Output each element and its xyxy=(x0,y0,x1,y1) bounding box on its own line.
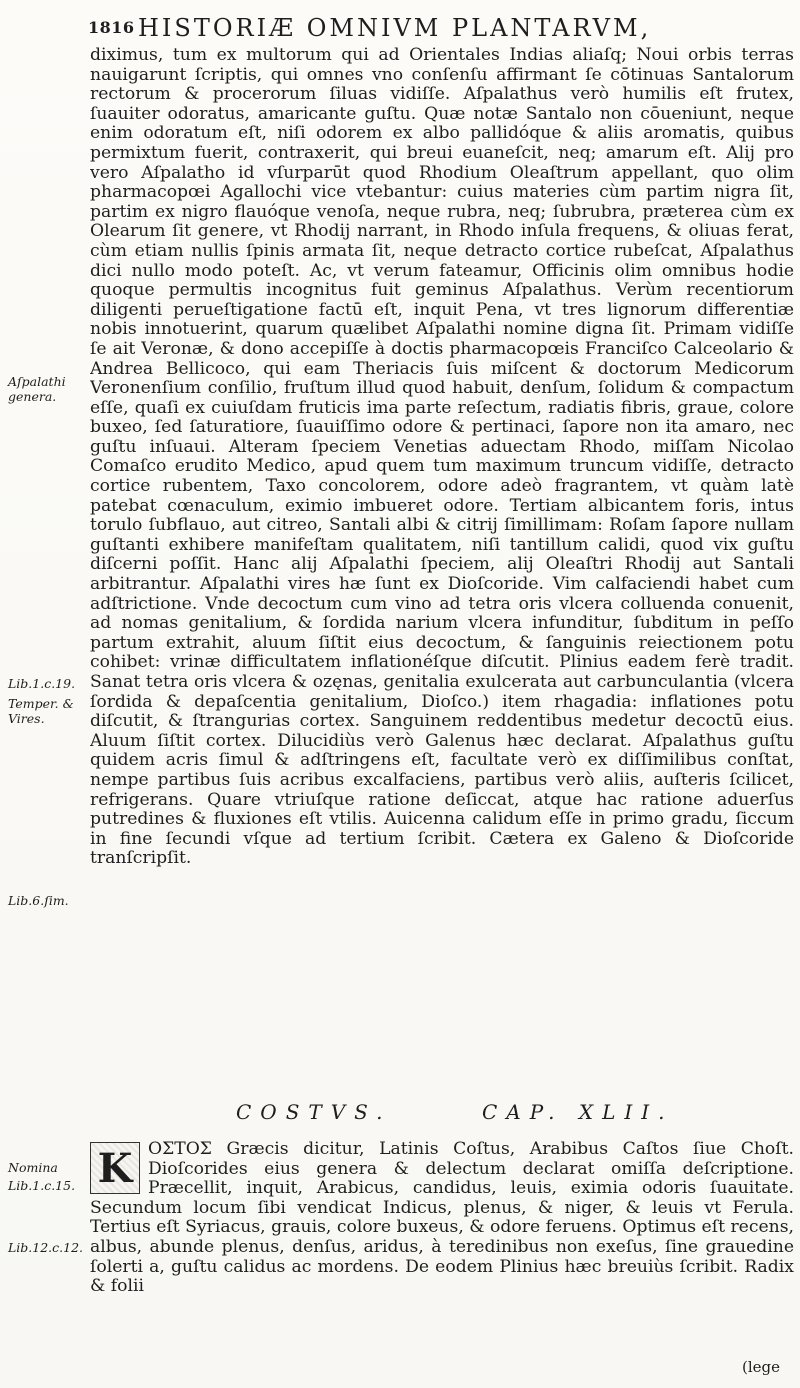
decorated-initial xyxy=(90,1142,140,1194)
margin-note-lib-1-c-15: Lib.1.c.15. xyxy=(8,1178,76,1193)
initial-letter: K xyxy=(97,1144,133,1192)
costus-section xyxy=(90,1140,794,1360)
margin-note-temper-vires: Temper. & Vires. xyxy=(8,696,74,726)
body-text-costus: ΟΣΤΟΣ Græcis dicitur, Latinis Coſtus, Arabibus Caſtos ſiue Choſt. Dioſcorides eius genera & delectum declarat omiſſa deſcriptione. Præcellit, inquit, Arabicus, candidus, leuis, eximia odoris ſuauitate. Secundum locum ſibi vendicat Indicus, plenus, & niger, & leuis vt Ferula. Tertius eſt Syriacus, grauis, colore buxeus, & odore feruens. Optimus eſt recens, albus, abunde plenus, denſus, aridus, à teredinibus non exeſus, ſine grauedine ſolerti a, guſtu calidus ac mordens. De eodem Plinius hæc breuiùs ſcribit. Radix & folii xyxy=(90,1139,794,1297)
catchword: (lege xyxy=(742,1358,781,1376)
chapter-name: COSTVS. xyxy=(236,1100,392,1124)
margin-note-lib-6-sim: Lib.6.ſim. xyxy=(8,893,69,908)
margin-note-lib-1-c-19: Lib.1.c.19. xyxy=(8,676,76,691)
body-text-aspalathus: diximus, tum ex multorum qui ad Orientales Indias aliaſq; Noui orbis terras nauigarunt ſcriptis, qui omnes vno conſenſu affirmant ſe cōtinuas Santalorum rectorum & procerorum ſiluas vidiſſe. Aſpalathus verò humilis eſt frutex, ſuauiter odoratus, amaricante guſtu. Quæ notæ Santalo non cōueniunt, neque enim odoratum eſt, niſi odorem ex albo pallidóque & aliis aromatis, quibus permixtum fuerit, contraxerit, qui breui euaneſcit, neq; amarum eſt. Alij pro vero Aſpalatho id vſurparūt quod Rhodium Oleaſtrum appellant, quo olim pharmacopœi Agallochi vice vtebantur: cuius materies cùm partim nigra ſit, partim ex nigro flauóque venoſa, neque rubra, neq; ſubrubra, præterea cùm ex Olearum ſit genere, vt Rhodij narrant, in Rhodo inſula frequens, & oliuas ferat, cùm etiam nullis ſpinis armata ſit, neque detracto cortice rubeſcat, Aſpalathus dici nullo modo poteſt. Ac, vt verum fateamur, Officinis olim omnibus hodie quoque permultis incognitus fuit geminus Aſpalathus. Verùm recentiorum diligenti perueſtigatione factū eſt, inquit Pena, vt tres lignorum differentiæ nobis innotuerint, quarum quælibet Aſpalathi nomine digna ſit. Primam vidiſſe ſe ait Veronæ, & dono accepiſſe à doctis pharmacopœis Franciſco Calceolario & Andrea Bellicoco, qui eam Theriacis ſuis miſcent & doctorum Medicorum Veronenſium conſilio, fruſtum illud quod habuit, denſum, ſolidum & compactum eſſe, quaſi ex cuiuſdam fruticis ima parte reſectum, radiatis fibris, graue, colore buxeo, ſed ſaturatiore, ſuauiſſimo odore & pertinaci, ſapore non ita amaro, nec guſtu inſuaui. Alteram ſpeciem Venetias aduectam Rhodo, miſſam Nicolao Comaſco erudito Medico, apud quem tum maximum truncum vidiſſe, detracto cortice rubentem, Taxo concolorem, odore adeò fragrantem, vt quàm latè patebat cœnaculum, eximio imbueret odore. Tertiam albicantem foris, intus torulo ſubflauo, aut citreo, Santali albi & citrij ſimillimam: Roſam ſapore nullam guſtanti exhibere manifeſtam qualitatem, niſi tantillum calidi, quod vix guſtu diſcerni poſſit. Hanc alij Aſpalathi ſpeciem, alij Oleaſtri Rhodij aut Santali arbitrantur. Aſpalathi vires hæ ſunt ex Dioſcoride. Vim calfaciendi habet cum adſtrictione. Vnde decoctum cum vino ad tetra oris vlcera colluenda conuenit, ad nomas genitalium, & ſordida narium vlcera infunditur, ſubditum in peſſo partum extrahit, aluum ſiſtit eius decoctum, & ſanguinis reiectionem potu cohibet: vrinæ difficultatem inflationéſque diſcutit. Plinius eadem ferè tradit. Sanat tetra oris vlcera & ozęnas, genitalia exulcerata aut carbunculantia (vlcera ſordida & depaſcentia genitalium, Dioſco.) item rhagadia: inflationes potu diſcutit, & ſtrangurias cortex. Sanguinem reddentibus medetur decoctū eius. Aluum ſiſtit cortex. Dilucidiùs verò Galenus hæc declarat. Aſpalathus guſtu quidem acris ſimul & adſtringens eſt, facultate verò ex diſſimilibus conſtat, nempe partibus ſuis acribus excalfaciens, partibus verò aliis, auſteris ſcilicet, refrigerans. Quare vtriuſque ratione deſiccat, atque hac ratione aduerſus putredines & fluxiones eſt vtilis. Auicenna calidum eſſe in primo gradu, ſiccum in fine ſecundi vſque ad tertium ſcribit. Cætera ex Galeno & Dioſcoride tranſcripſit. xyxy=(90,46,794,869)
running-title: HISTORIÆ OMNIVM PLANTARVM, xyxy=(138,14,652,42)
running-head xyxy=(0,14,800,44)
chapter-number: CAP. XLII. xyxy=(482,1100,674,1124)
margin-note-nomina: Nomina xyxy=(8,1160,58,1175)
margin-note-lib-12-c-12: Lib.12.c.12. xyxy=(8,1240,84,1255)
page-number: 1816 xyxy=(88,18,135,37)
chapter-heading xyxy=(0,1096,800,1130)
margin-note-aspalathi-genera: Aſpalathi genera. xyxy=(8,374,66,404)
